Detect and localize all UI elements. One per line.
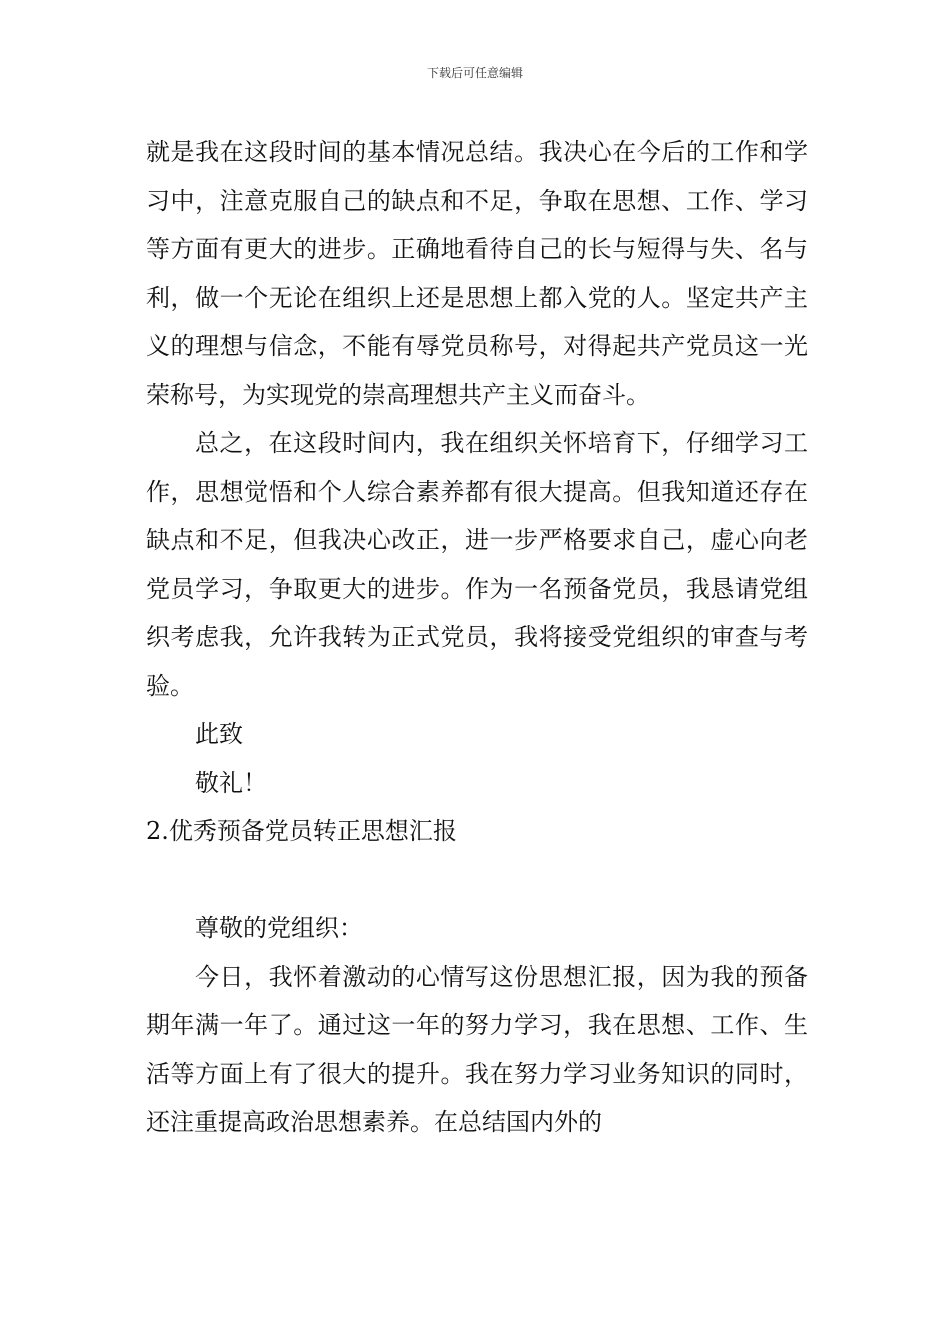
paragraph-conclusion: 总之，在这段时间内，我在组织关怀培育下，仔细学习工作，思想觉悟和个人综合素养都有很大提高。但我知道还存在缺点和不足，但我决心改正，进一步严格要求自己，虚心向老党员学习，争取更大的进步。作为一名预备党员，我恳请党组织考虑我，允许我转为正式党员，我将接受党组织的审查与考验。 [146,429,808,700]
document-body [146,128,808,1147]
salutation: 尊敬的党组织： [195,914,363,942]
section-title: 2.优秀预备党员转正思想汇报 [146,817,457,845]
blank-line [146,856,808,905]
paragraph-opening: 今日，我怀着激动的心情写这份思想汇报，因为我的预备期年满一年了。通过这一年的努力学习，我在思想、工作、生活等方面上有了很大的提升。我在努力学习业务知识的同时，还注重提高政治思想素养。在总结国内外的 [146,962,808,1136]
paragraph-summary: 就是我在这段时间的基本情况总结。我决心在今后的工作和学习中，注意克服自己的缺点和不足，争取在思想、工作、学习等方面有更大的进步。正确地看待自己的长与短得与失、名与利，做一个无论在组织上还是思想上都入党的人。坚定共产主义的理想与信念，不能有辱党员称号，对得起共产党员这一光荣称号，为实现党的崇高理想共产主义而奋斗。 [146,138,808,409]
page-header-note: 下载后可任意编辑 [426,66,523,80]
closing-line-2: 敬礼！ [195,768,267,797]
closing-line-1: 此致 [195,720,243,748]
